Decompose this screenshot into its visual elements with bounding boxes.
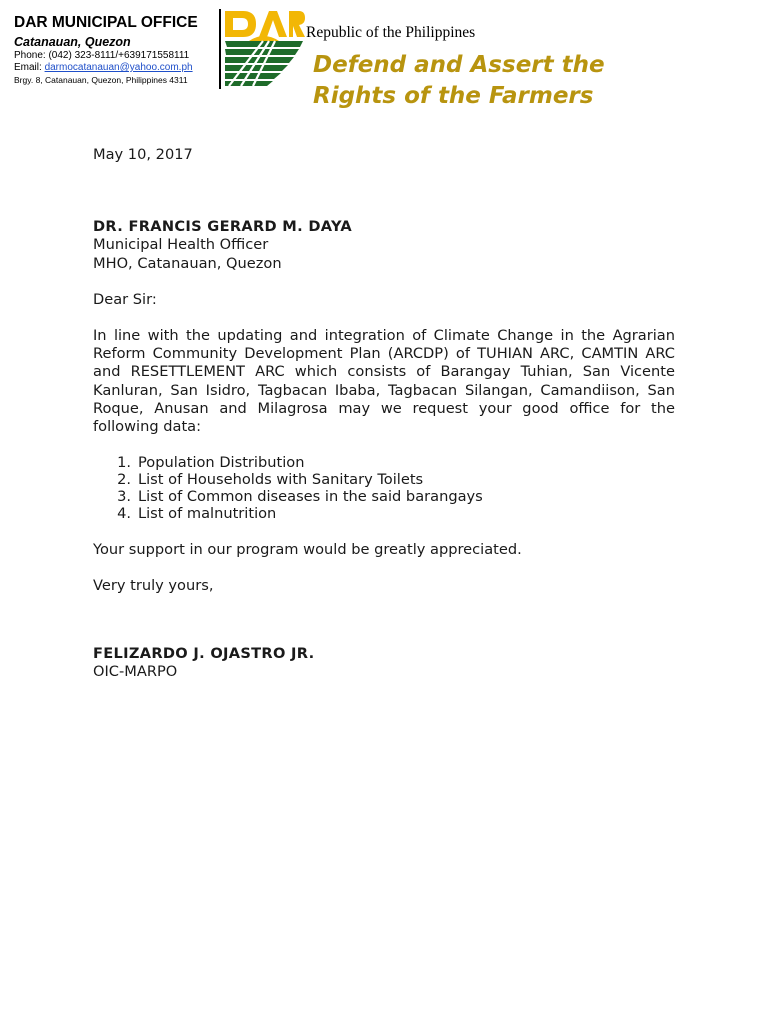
office-address: Brgy. 8, Catanauan, Quezon, Philippines 4311 xyxy=(14,75,188,85)
list-number: 4. xyxy=(117,505,131,523)
motto xyxy=(313,50,605,112)
motto-line-1: Defend and Assert the xyxy=(313,52,605,78)
list-text: List of malnutrition xyxy=(138,505,277,523)
salutation: Dear Sir: xyxy=(93,290,157,308)
support-paragraph: Your support in our program would be greatly appreciated. xyxy=(93,541,522,559)
letter-date: May 10, 2017 xyxy=(93,146,193,163)
email-label: Email: xyxy=(14,62,45,73)
list-number: 2. xyxy=(117,471,131,489)
recipient-title: Municipal Health Officer xyxy=(93,236,269,254)
office-email-line xyxy=(14,62,198,73)
signer-title: OIC-MARPO xyxy=(93,662,178,680)
list-item xyxy=(93,488,675,505)
letter-body xyxy=(93,146,675,681)
list-text: List of Households with Sanitary Toilets xyxy=(138,471,424,489)
intro-paragraph: In line with the updating and integration of Climate Change in the Agrarian Reform Community Development Plan (ARCDP) of TUHIAN ARC, CAMTIN ARC and RESETTLEMENT ARC which consists of Barangay Tuhian, San Vicente Kanluran, San Isidro, Tagbacan Ibaba, Tagbacan Silangan, Camandiison, San Roque, Anusan and Milagrosa may we request your good office for the following data: xyxy=(93,327,675,436)
list-number: 1. xyxy=(117,454,131,472)
closing: Very truly yours, xyxy=(93,577,214,595)
list-item xyxy=(93,454,675,471)
list-item xyxy=(93,505,675,522)
recipient-block xyxy=(93,218,675,273)
dar-logo xyxy=(223,9,305,91)
request-list xyxy=(93,454,675,522)
list-text: Population Distribution xyxy=(138,454,305,472)
header-divider xyxy=(219,9,221,89)
recipient-name: DR. FRANCIS GERARD M. DAYA xyxy=(93,218,353,236)
office-name: DAR MUNICIPAL OFFICE xyxy=(14,14,198,31)
office-phone: Phone: (042) 323-8111/+639171558111 xyxy=(14,50,190,61)
office-city: Catanauan, Quezon xyxy=(14,35,131,49)
signer-name: FELIZARDO J. OJASTRO JR. xyxy=(93,644,315,662)
list-item xyxy=(93,471,675,488)
republic-heading: Republic of the Philippines xyxy=(306,24,476,41)
office-block xyxy=(14,14,198,85)
email-link[interactable]: darmocatanauan@yahoo.com.ph xyxy=(44,62,193,73)
motto-line-2: Rights of the Farmers xyxy=(313,83,594,109)
list-number: 3. xyxy=(117,488,131,506)
list-text: List of Common diseases in the said barangays xyxy=(138,488,483,506)
recipient-office: MHO, Catanauan, Quezon xyxy=(93,254,282,272)
